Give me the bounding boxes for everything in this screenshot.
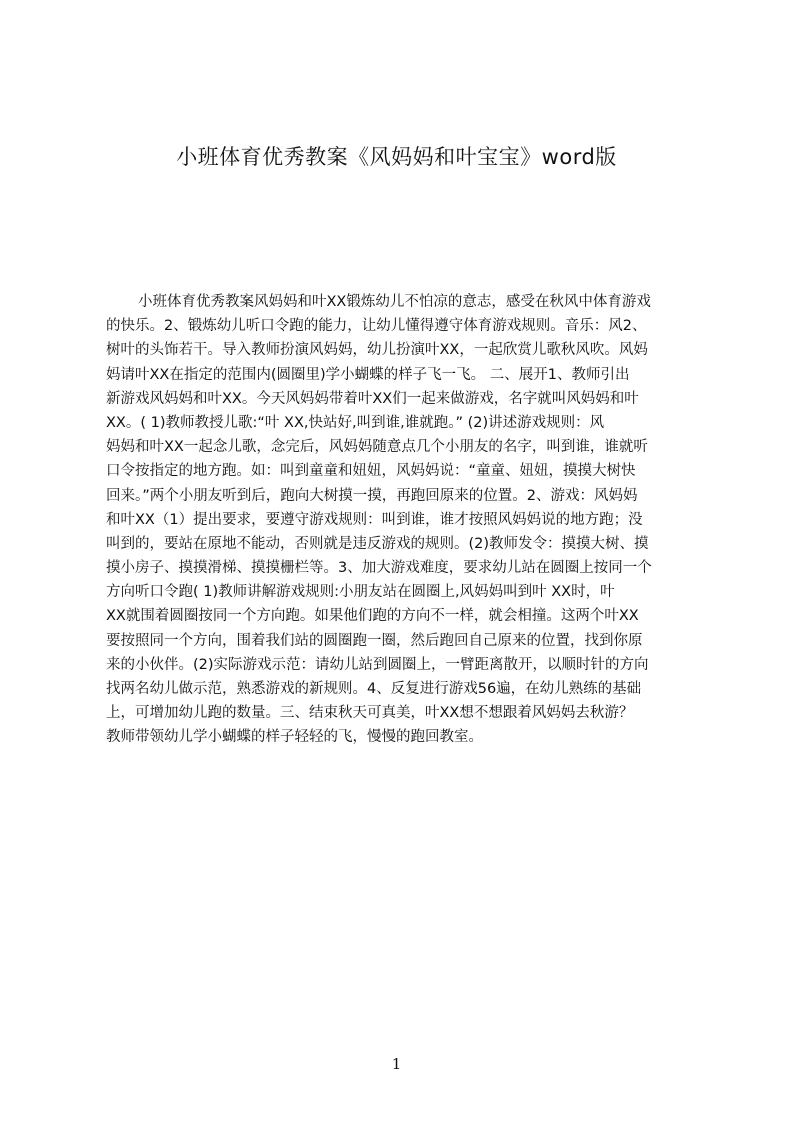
body-line: 叫到的，要站在原地不能动，否则就是违反游戏的规则。(2)教师发令：摸摸大树、摸 [106, 535, 649, 552]
body-line: XX。( 1)教师教授儿歌:“叶 XX,快站好,叫到谁,谁就跑。” (2)讲述游戏规则：风 [106, 414, 605, 431]
body-line: 树叶的头饰若干。导入教师扮演风妈妈，幼儿扮演叶XX，一起欣赏儿歌秋风吹。风妈 [106, 342, 648, 359]
body-line: XX就围着圆圈按同一个方向跑。如果他们跑的方向不一样，就会相撞。这两个叶XX [106, 608, 639, 625]
body-line: 摸小房子、摸摸滑梯、摸摸栅栏等。3、加大游戏难度，要求幼儿站在圆圈上按同一个 [106, 560, 652, 577]
body-line: 的快乐。2、锻炼幼儿听口令跑的能力，让幼儿懂得遵守体育游戏规则。音乐：风2、 [106, 318, 647, 335]
page-number: 1 [391, 1055, 402, 1073]
body-line: 找两名幼儿做示范，熟悉游戏的新规则。4、反复进行游戏56遍，在幼儿熟练的基础 [106, 681, 642, 697]
body-line: 小班体育优秀教案风妈妈和叶XX锻炼幼儿不怕凉的意志，感受在秋风中体育游戏 [138, 294, 651, 310]
body-line: 新游戏风妈妈和叶XX。今天风妈妈带着叶XX们一起来做游戏，名字就叫风妈妈和叶 [106, 390, 639, 407]
body-line: 来的小伙伴。(2)实际游戏示范：请幼儿站到圆圈上，一臂距离散开，以顺时针的方向 [106, 656, 649, 673]
body-line: 妈妈和叶XX一起念儿歌，念完后，风妈妈随意点几个小朋友的名字，叫到谁，谁就听 [106, 439, 648, 456]
body-line: 妈请叶XX在指定的范围内(圆圈里)学小蝴蝶的样子飞一飞。 二、展开1、教师引出 [106, 366, 630, 383]
body-line: 方向听口令跑( 1)教师讲解游戏规则:小朋友站在圆圈上,风妈妈叫到叶 XX时，叶 [106, 584, 615, 601]
body-paragraph [106, 290, 708, 750]
body-line: 回来。”两个小朋友听到后，跑向大树摸一摸，再跑回原来的位置。2、游戏：风妈妈 [106, 487, 638, 504]
body-line: 上，可增加幼儿跑的数量。三、结束秋天可真美，叶XX想不想跟着风妈妈去秋游？ [106, 705, 634, 722]
body-line: 口令按指定的地方跑。如：叫到童童和妞妞，风妈妈说：“童童、妞妞，摸摸大树快 [106, 463, 636, 480]
body-line: 要按照同一个方向，围着我们站的圆圈跑一圈，然后跑回自己原来的位置，找到你原 [106, 632, 643, 649]
body-line: 和叶XX（1）提出要求，要遵守游戏规则：叫到谁，谁才按照风妈妈说的地方跑；没 [106, 511, 643, 528]
document-title: 小班体育优秀教案《风妈妈和叶宝宝》word版 [176, 145, 617, 169]
body-line: 教师带领幼儿学小蝴蝶的样子轻轻的飞，慢慢的跑回教室。 [106, 729, 483, 746]
